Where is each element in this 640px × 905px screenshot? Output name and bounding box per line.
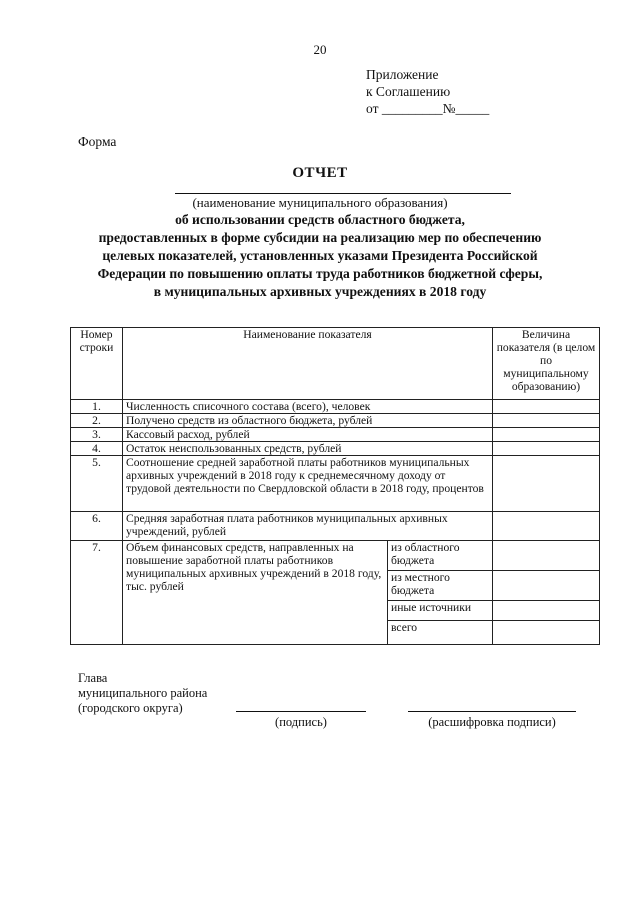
row-value[interactable]	[493, 442, 600, 456]
row-number: 7.	[71, 541, 123, 645]
report-table	[70, 327, 600, 645]
head-line: (городского округа)	[78, 701, 183, 715]
form-label: Форма	[78, 134, 117, 149]
header-indicator-name: Наименование показателя	[123, 328, 493, 400]
row-value[interactable]	[493, 400, 600, 414]
municipality-hint: (наименование муниципального образования)	[192, 195, 448, 210]
report-title: ОТЧЕТ	[292, 165, 348, 181]
row-value[interactable]	[493, 512, 600, 541]
municipality-name-line	[175, 193, 511, 194]
header-indicator-value: Величина показателя (в целом по муниципальному образованию)	[493, 328, 600, 400]
header-row-number: Номер строки	[71, 328, 123, 400]
appendix-line3: от _________№_____	[366, 101, 490, 116]
row-name: Получено средств из областного бюджета, рублей	[123, 414, 493, 428]
head-title-block	[78, 671, 207, 716]
appendix-line2: к Соглашению	[366, 84, 451, 99]
head-line: Глава	[78, 671, 108, 685]
row-number: 3.	[71, 428, 123, 442]
subtitle-line: целевых показателей, установленных указами Президента Российской	[102, 248, 538, 263]
row-number: 2.	[71, 414, 123, 428]
row-value[interactable]	[493, 601, 600, 621]
table-row	[71, 456, 600, 512]
report-subtitle	[0, 211, 640, 301]
page-number: 20	[313, 42, 327, 57]
source-local-budget: из местного бюджета	[388, 571, 493, 601]
row-number: 4.	[71, 442, 123, 456]
appendix-line1: Приложение	[366, 67, 439, 82]
row-value[interactable]	[493, 571, 600, 601]
table-row-7	[71, 541, 600, 571]
signature-caption: (подпись)	[275, 715, 327, 729]
source-other: иные источники	[388, 601, 493, 621]
row-name: Объем финансовых средств, направленных на повышение заработной платы работников муниципальных архивных учреждений в 2018 году, тыс. рублей	[123, 541, 388, 645]
source-regional-budget: из областного бюджета	[388, 541, 493, 571]
table-row	[71, 400, 600, 414]
subtitle-line: предоставленных в форме субсидии на реализацию мер по обеспечению	[98, 230, 542, 245]
signature-line	[236, 711, 366, 712]
subtitle-line: в муниципальных архивных учреждениях в 2018 году	[153, 284, 487, 299]
signature-decode-caption: (расшифровка подписи)	[428, 715, 556, 729]
head-line: муниципального района	[78, 686, 208, 700]
row-value[interactable]	[493, 541, 600, 571]
signature-decode-line	[408, 711, 576, 712]
source-total: всего	[388, 621, 493, 645]
row-value[interactable]	[493, 428, 600, 442]
row-value[interactable]	[493, 456, 600, 512]
table-row	[71, 428, 600, 442]
row-value[interactable]	[493, 621, 600, 645]
row-name: Численность списочного состава (всего), человек	[123, 400, 493, 414]
row-name: Средняя заработная плата работников муниципальных архивных учреждений, рублей	[123, 512, 493, 541]
row-value[interactable]	[493, 414, 600, 428]
subtitle-line: об использовании средств областного бюджета,	[175, 212, 465, 227]
table-row	[71, 442, 600, 456]
row-number: 1.	[71, 400, 123, 414]
table-row	[71, 512, 600, 541]
row-name: Соотношение средней заработной платы работников муниципальных архивных учреждений в 2018 году к среднемесячному доходу от трудовой деятельности по Свердловской области в 2018 году, процентов	[123, 456, 493, 512]
row-name: Остаток неиспользованных средств, рублей	[123, 442, 493, 456]
subtitle-line: Федерации по повышению оплаты труда работников бюджетной сферы,	[97, 266, 543, 281]
row-number: 5.	[71, 456, 123, 512]
appendix-block	[366, 66, 489, 117]
row-name: Кассовый расход, рублей	[123, 428, 493, 442]
table-header-row	[71, 328, 600, 400]
row-number: 6.	[71, 512, 123, 541]
table-row	[71, 414, 600, 428]
